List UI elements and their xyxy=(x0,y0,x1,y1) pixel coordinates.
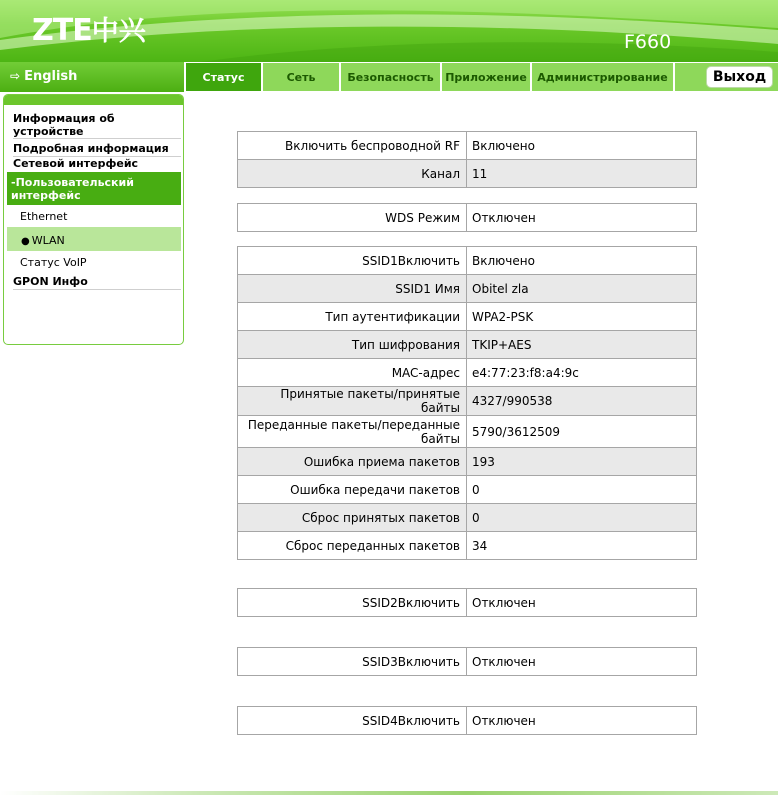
wireless-rf-table xyxy=(237,131,697,188)
sidebar-item-gpon-info[interactable]: GPON Инфо xyxy=(13,275,181,290)
table-row xyxy=(238,589,697,617)
ssid4-enable-value: Отключен xyxy=(467,707,697,735)
tx-drop-label: Сброс переданных пакетов xyxy=(238,532,467,560)
table-row xyxy=(238,359,697,387)
table-row xyxy=(238,532,697,560)
sidebar-item-network-interface[interactable]: Сетевой интерфейс xyxy=(13,157,139,170)
rx-error-label: Ошибка приема пакетов xyxy=(238,448,467,476)
table-row xyxy=(238,247,697,275)
table-row xyxy=(238,275,697,303)
channel-label: Канал xyxy=(238,160,467,188)
footer-line xyxy=(0,791,778,795)
header-banner xyxy=(0,0,778,62)
ssid4-table xyxy=(237,706,697,735)
sidebar-sub-voip-status[interactable]: Статус VoIP xyxy=(20,256,87,269)
tab-administration[interactable]: Администрирование xyxy=(532,63,673,91)
rx-drop-label: Сброс принятых пакетов xyxy=(238,504,467,532)
mac-address-label: MAC-адрес xyxy=(238,359,467,387)
encryption-type-value: TKIP+AES xyxy=(467,331,697,359)
ssid2-table xyxy=(237,588,697,617)
table-row xyxy=(238,448,697,476)
tab-network[interactable]: Сеть xyxy=(263,63,339,91)
tx-error-value: 0 xyxy=(467,476,697,504)
logout-button[interactable]: Выход xyxy=(706,66,773,88)
wireless-rf-label: Включить беспроводной RF xyxy=(238,132,467,160)
ssid3-enable-label: SSID3Включить xyxy=(238,648,467,676)
tab-application[interactable]: Приложение xyxy=(442,63,530,91)
tab-status[interactable]: Статус xyxy=(186,63,261,91)
bullet-icon: ● xyxy=(21,236,30,247)
tx-packets-value: 5790/3612509 xyxy=(467,416,697,448)
logo-cn-text: 中兴 xyxy=(91,16,146,47)
sidebar xyxy=(3,94,184,345)
wds-mode-label: WDS Режим xyxy=(238,204,467,232)
sidebar-top-bar xyxy=(4,95,183,105)
sidebar-sub-ethernet[interactable]: Ethernet xyxy=(20,210,68,223)
ssid2-enable-value: Отключен xyxy=(467,589,697,617)
sidebar-item-user-interface[interactable]: -Пользовательский интерфейс xyxy=(7,172,181,205)
ssid1-table xyxy=(237,246,697,560)
ssid3-table xyxy=(237,647,697,676)
ssid2-enable-label: SSID2Включить xyxy=(238,589,467,617)
rx-error-value: 193 xyxy=(467,448,697,476)
sidebar-sub-wlan[interactable] xyxy=(7,227,181,251)
tx-drop-value: 34 xyxy=(467,532,697,560)
channel-value: 11 xyxy=(467,160,697,188)
ssid1-name-label: SSID1 Имя xyxy=(238,275,467,303)
wireless-rf-value: Включено xyxy=(467,132,697,160)
ssid4-enable-label: SSID4Включить xyxy=(238,707,467,735)
auth-type-label: Тип аутентификации xyxy=(238,303,467,331)
table-row xyxy=(238,648,697,676)
ssid1-enable-value: Включено xyxy=(467,247,697,275)
rx-drop-value: 0 xyxy=(467,504,697,532)
table-row xyxy=(238,132,697,160)
ssid1-enable-label: SSID1Включить xyxy=(238,247,467,275)
table-row xyxy=(238,476,697,504)
sidebar-item-device-info[interactable]: Информация об устройстве xyxy=(13,112,181,139)
rx-packets-label: Принятые пакеты/принятые байты xyxy=(238,387,467,416)
tx-packets-label: Переданные пакеты/переданные байты xyxy=(238,416,467,448)
arrow-right-icon: ⇨ xyxy=(10,69,21,83)
table-row xyxy=(238,303,697,331)
table-row xyxy=(238,331,697,359)
auth-type-value: WPA2-PSK xyxy=(467,303,697,331)
table-row xyxy=(238,707,697,735)
table-row xyxy=(238,387,697,416)
encryption-type-label: Тип шифрования xyxy=(238,331,467,359)
table-row xyxy=(238,416,697,448)
wds-table xyxy=(237,203,697,232)
table-row xyxy=(238,160,697,188)
sidebar-sub-wlan-label: WLAN xyxy=(31,234,65,247)
rx-packets-value: 4327/990538 xyxy=(467,387,697,416)
wds-mode-value: Отключен xyxy=(467,204,697,232)
table-row xyxy=(238,504,697,532)
language-link[interactable] xyxy=(0,62,184,92)
ssid1-name-value: Obitel zla xyxy=(467,275,697,303)
table-row xyxy=(238,204,697,232)
sidebar-item-detailed-info[interactable]: Подробная информация xyxy=(13,142,181,157)
tab-security[interactable]: Безопасность xyxy=(341,63,440,91)
ssid3-enable-value: Отключен xyxy=(467,648,697,676)
device-model: F660 xyxy=(624,31,672,53)
zte-logo xyxy=(32,14,146,49)
logo-text: ZTE xyxy=(32,13,92,48)
mac-address-value: e4:77:23:f8:a4:9c xyxy=(467,359,697,387)
language-label: English xyxy=(24,69,78,84)
tx-error-label: Ошибка передачи пакетов xyxy=(238,476,467,504)
